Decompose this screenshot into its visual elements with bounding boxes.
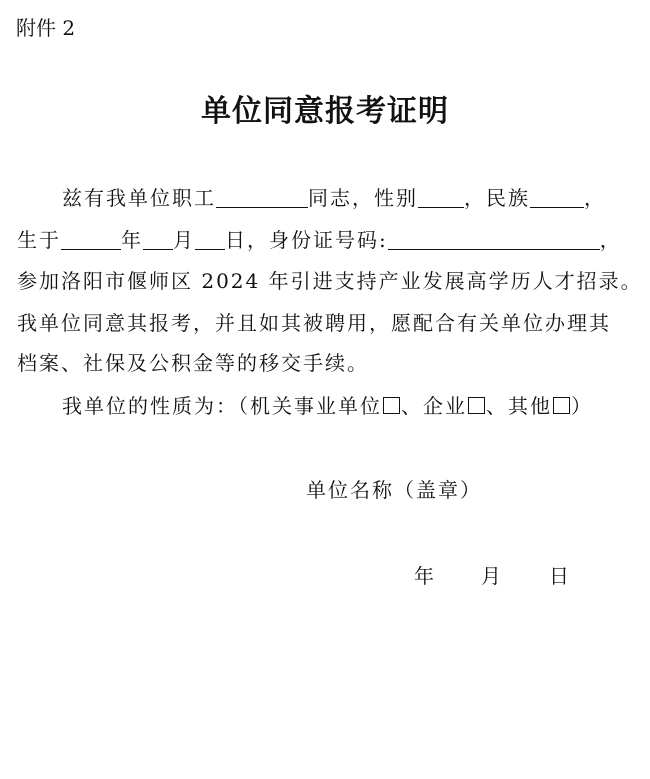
name-blank [216,187,308,208]
paragraph-transfer: 档案、社保及公积金等的移交手续。 [17,351,369,375]
birth-day-blank [195,229,225,250]
paragraph-unit-nature [62,390,593,419]
text-segment: ， [599,228,622,252]
text-segment: 日，身份证号码: [225,228,388,252]
text-segment: 、其他 [486,394,552,418]
text-segment: 月 [173,228,195,252]
text-segment: 生于 [17,228,61,252]
public-institution-checkbox[interactable] [383,397,400,414]
other-checkbox[interactable] [553,397,570,414]
paragraph-recruitment: 参加洛阳市偃师区 2024 年引进支持产业发展高学历人才招录。 [17,269,643,293]
date-month-label: 月 [481,564,501,588]
text-segment: ， [584,186,606,210]
birth-year-blank [61,229,121,250]
text-segment: 年 [121,228,143,252]
date-day-label: 日 [549,564,569,588]
text-segment: 我单位的性质为：（机关事业单位 [62,394,382,418]
id-number-blank [388,229,600,250]
text-segment: ） [571,394,593,418]
enterprise-checkbox[interactable] [468,397,485,414]
date-year-label: 年 [414,564,434,588]
text-segment: 、企业 [401,394,467,418]
paragraph-birth-id [17,224,622,253]
text-segment: 同志，性别 [308,186,418,210]
text-segment: 兹有我单位职工 [62,186,216,210]
attachment-label: 附件 2 [16,16,76,40]
document-title: 单位同意报考证明 [201,94,449,129]
paragraph-consent: 我单位同意其报考，并且如其被聘用，愿配合有关单位办理其 [17,311,611,335]
text-segment: ，民族 [464,186,530,210]
gender-blank [418,187,464,208]
ethnicity-blank [530,187,584,208]
birth-month-blank [143,229,173,250]
unit-name-seal-label: 单位名称（盖章） [306,478,482,502]
paragraph-employee-info [62,182,606,211]
